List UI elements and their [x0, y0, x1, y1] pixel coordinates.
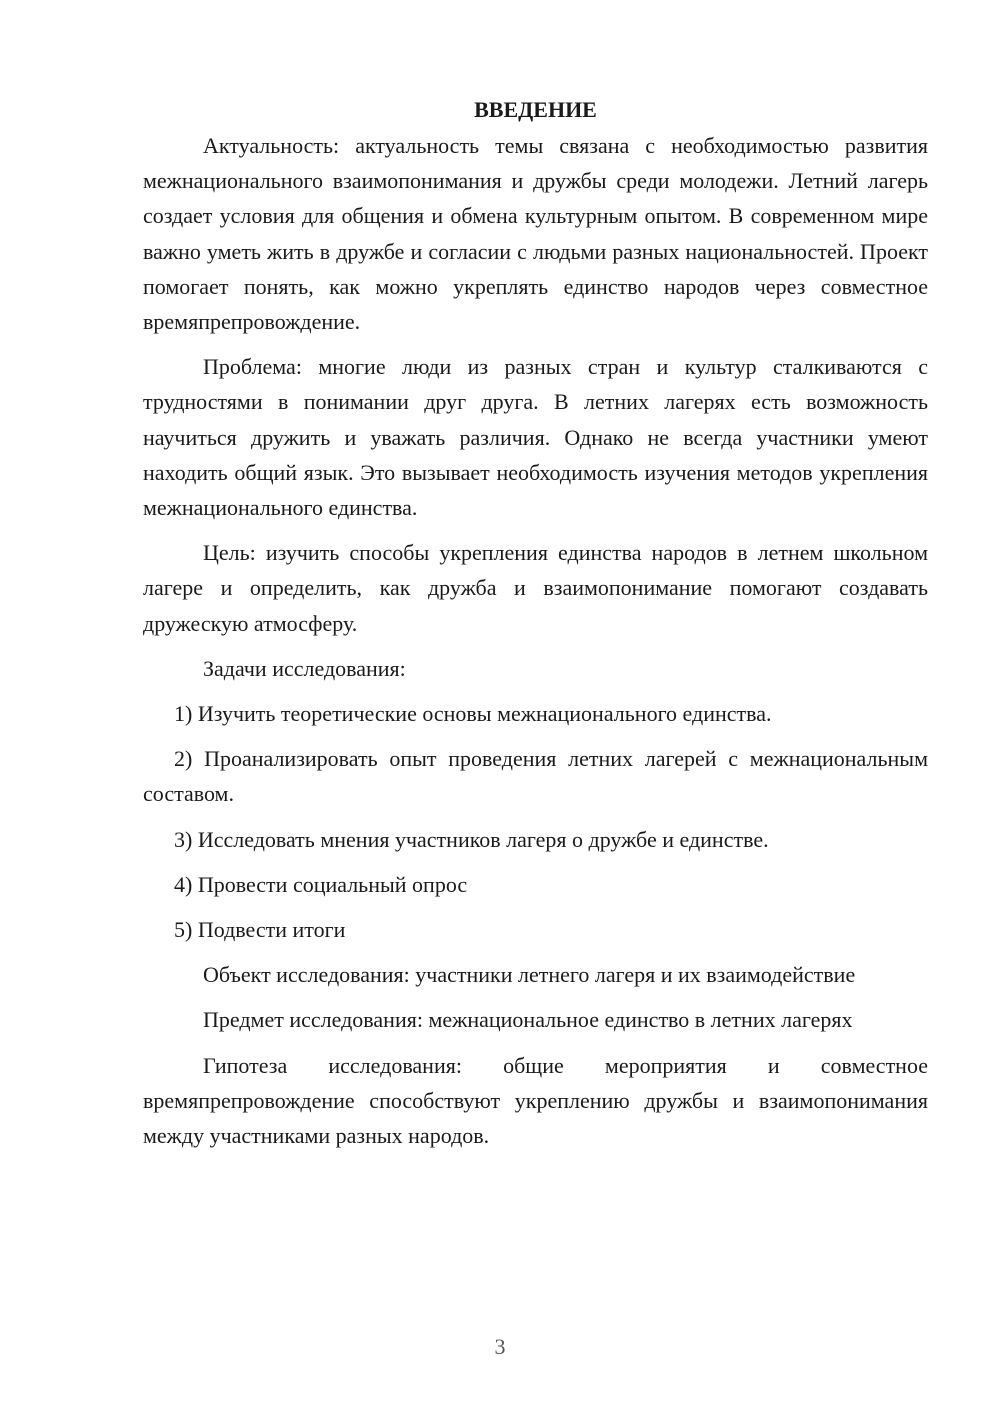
- list-item-task-4: 4) Провести социальный опрос: [174, 871, 468, 897]
- page-number: 3: [494, 1334, 506, 1359]
- paragraph-hypothesis: Гипотеза исследования: общие мероприятия и совместное времяпрепровождение способствуют укреплению дружбы и взаимопонимания между участниками разных народов.: [143, 1052, 928, 1149]
- paragraph-goal: Цель: изучить способы укрепления единства народов в летнем школьном лагере и определить, как дружба и взаимопонимание помогают создавать дружескую атмосферу.: [143, 540, 928, 636]
- paragraph-object: Объект исследования: участники летнего лагеря и их взаимодействие: [203, 962, 856, 988]
- list-item-task-5: 5) Подвести итоги: [174, 917, 346, 943]
- paragraph-subject: Предмет исследования: межнациональное единство в летних лагерях: [203, 1007, 853, 1033]
- list-item-task-2: 2) Проанализировать опыт проведения летних лагерей с межнациональным составом.: [143, 746, 928, 807]
- list-item-task-3: 3) Исследовать мнения участников лагеря о дружбе и единстве.: [174, 826, 769, 852]
- document-page: [143, 92, 928, 1153]
- list-item-task-1: 1) Изучить теоретические основы межнационального единства.: [174, 701, 772, 727]
- paragraph-problem: Проблема: многие люди из разных стран и культур сталкиваются с трудностями в понимании друг друга. В летних лагерях есть возможность научиться дружить и уважать различия. Однако не всегда участники умеют находить общий язык. Это вызывает необходимость изучения методов укрепления межнационального единства.: [143, 354, 928, 521]
- page-title: ВВЕДЕНИЕ: [474, 97, 597, 122]
- tasks-heading: Задачи исследования:: [203, 655, 406, 681]
- paragraph-relevance: Актуальность: актуальность темы связана с необходимостью развития межнационального взаимопонимания и дружбы среди молодежи. Летний лагерь создает условия для общения и обмена культурным опытом. В современном мире важно уметь жить в дружбе и согласии с людьми разных национальностей. Проект помогает понять, как можно укреплять единство народов через совместное времяпрепровождение.: [143, 133, 928, 335]
